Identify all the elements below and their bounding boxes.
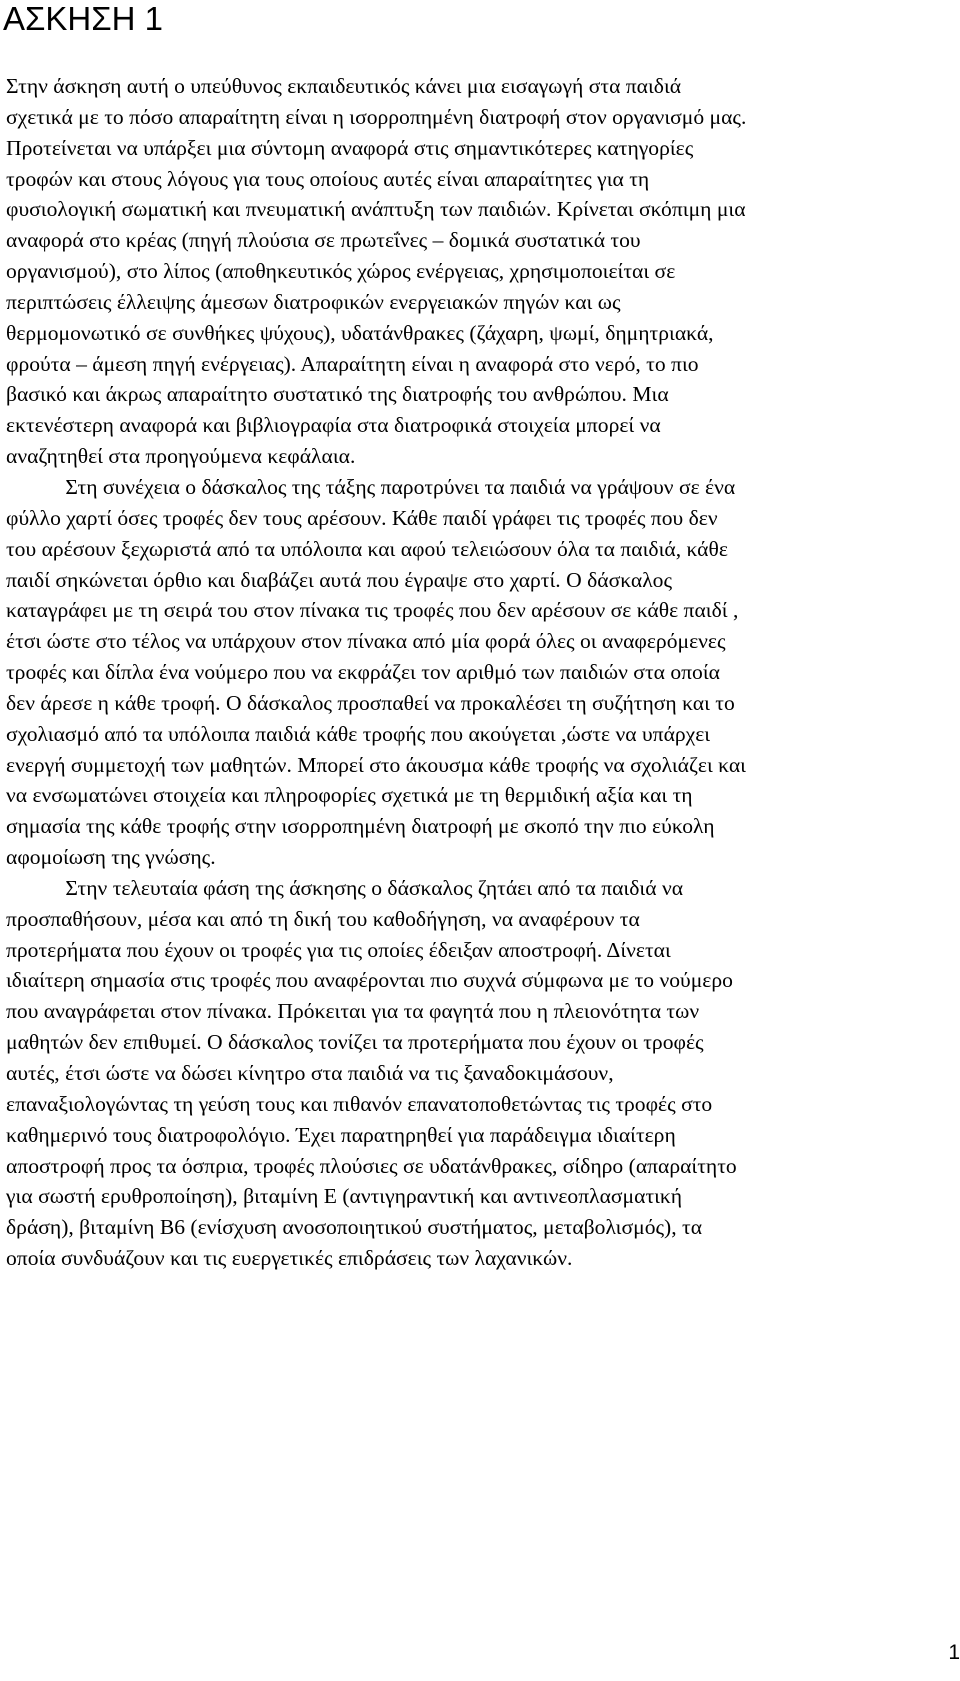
text-line: του αρέσουν ξεχωριστά από τα υπόλοιπα και αφού τελειώσουν όλα τα παιδιά, κάθε [6, 536, 728, 561]
text-line: περιπτώσεις έλλειψης άμεσων διατροφικών ενεργειακών πηγών και ως [6, 289, 621, 314]
text-line: παιδί σηκώνεται όρθιο και διαβάζει αυτά που έγραψε στο χαρτί. Ο δάσκαλος [6, 567, 673, 592]
text-line: ιδιαίτερη σημασία στις τροφές που αναφέρονται πιο συχνά σύμφωνα με το νούμερο [6, 968, 733, 993]
text-line: βασικό και άκρως απαραίτητο συστατικό της διατροφής του ανθρώπου. Μια [6, 382, 669, 407]
text-line: προσπαθήσουν, μέσα και από τη δική του καθοδήγηση, να αναφέρουν τα [6, 906, 640, 931]
text-line: έτσι ώστε στο τέλος να υπάρχουν στον πίνακα από μία φορά όλες οι αναφερόμενες [6, 629, 726, 654]
document-title: ΑΣΚΗΣΗ 1 [3, 0, 164, 37]
text-line: αποστροφή προς τα όσπρια, τροφές πλούσιες σε υδατάνθρακες, σίδηρο (απαραίτητο [6, 1153, 737, 1178]
text-line: καθημερινό τους διατροφολόγιο. Έχει παρατηρηθεί για παράδειγμα ιδιαίτερη [6, 1122, 676, 1147]
text-line: θερμομονωτικό σε συνθήκες ψύχους), υδατάνθρακες (ζάχαρη, ψωμί, δημητριακά, [6, 320, 714, 345]
text-line: δεν άρεσε η κάθε τροφή. Ο δάσκαλος προσπαθεί να προκαλέσει τη συζήτηση και το [6, 690, 735, 715]
text-line: να ενσωματώνει στοιχεία και πληροφορίες σχετικά με τη θερμιδική αξία και τη [6, 783, 693, 808]
text-line: εκτενέστερη αναφορά και βιβλιογραφία στα διατροφικά στοιχεία μπορεί να [6, 413, 661, 438]
text-line: αναφορά στο κρέας (πηγή πλούσια σε πρωτεΐνες – δομικά συστατικά του [6, 228, 641, 253]
text-line: για σωστή ερυθροποίηση), βιταμίνη Ε (αντιγηραντική και αντινεοπλασματική [6, 1184, 683, 1209]
text-line: καταγράφει με τη σειρά του στον πίνακα τις τροφές που δεν αρέσουν σε κάθε παιδί , [6, 598, 739, 623]
text-line: οποία συνδυάζουν και τις ευεργετικές επιδράσεις των λαχανικών. [6, 1246, 573, 1271]
text-line: φρούτα – άμεση πηγή ενέργειας). Απαραίτητη είναι η αναφορά στο νερό, το πιο [6, 351, 699, 376]
text-line: φύλλο χαρτί όσες τροφές δεν τους αρέσουν. Κάθε παιδί γράφει τις τροφές που δεν [6, 505, 718, 530]
text-line: επαναξιολογώντας τη γεύση τους και πιθανόν επανατοποθετώντας τις τροφές στο [6, 1091, 713, 1116]
text-line: αφομοίωση της γνώσης. [6, 845, 216, 870]
text-line: Στην άσκηση αυτή ο υπεύθυνος εκπαιδευτικός κάνει μια εισαγωγή στα παιδιά [6, 74, 682, 98]
text-line: αυτές, έτσι ώστε να δώσει κίνητρο στα παιδιά να τις ξαναδοκιμάσουν, [6, 1061, 614, 1085]
text-line: που αναγράφεται στον πίνακα. Πρόκειται για τα φαγητά που η πλειονότητα των [6, 999, 700, 1024]
text-line: Προτείνεται να υπάρξει μια σύντομη αναφορά στις σημαντικότερες κατηγορίες [6, 135, 694, 160]
text-line: τροφών και στους λόγους για τους οποίους αυτές είναι απαραίτητες για τη [6, 166, 650, 191]
text-line: σημασία της κάθε τροφής στην ισορροπημένη διατροφή με σκοπό την πιο εύκολη [6, 814, 715, 839]
text-line: σχολιασμό από τα υπόλοιπα παιδιά κάθε τροφής που ακούγεται ,ώστε να υπάρχει [6, 721, 711, 746]
text-line: τροφές και δίπλα ένα νούμερο που να εκφράζει τον αριθμό των παιδιών στα οποία [6, 660, 720, 685]
text-line: φυσιολογική σωματική και πνευματική ανάπτυξη των παιδιών. Κρίνεται σκόπιμη μια [6, 197, 746, 222]
text-line: μαθητών δεν επιθυμεί. Ο δάσκαλος τονίζει τα προτερήματα που έχουν οι τροφές [6, 1030, 704, 1055]
text-line: Στη συνέχεια ο δάσκαλος της τάξης παροτρύνει τα παιδιά να γράψουν σε ένα [6, 474, 736, 499]
text-line: Στην τελευταία φάση της άσκησης ο δάσκαλος ζητάει από τα παιδιά να [6, 875, 684, 900]
text-line: οργανισμού), στο λίπος (αποθηκευτικός χώρος ενέργειας, χρησιμοποιείται σε [6, 259, 676, 284]
text-line: προτερήματα που έχουν οι τροφές για τις οποίες έδειξαν αποστροφή. Δίνεται [6, 937, 671, 962]
text-line: δράση), βιταμίνη Β6 (ενίσχυση ανοσοποιητικού συστήματος, μεταβολισμός), τα [6, 1215, 703, 1240]
body-text [6, 71, 946, 1274]
text-line: ενεργή συμμετοχή των μαθητών. Μπορεί στο άκουσμα κάθε τροφής να σχολιάζει και [6, 752, 746, 777]
text-line: σχετικά με το πόσο απαραίτητη είναι η ισορροπημένη διατροφή στον οργανισμό μας. [6, 104, 747, 129]
page-number: 1 [948, 1641, 960, 1664]
text-line: αναζητηθεί στα προηγούμενα κεφάλαια. [6, 444, 356, 469]
